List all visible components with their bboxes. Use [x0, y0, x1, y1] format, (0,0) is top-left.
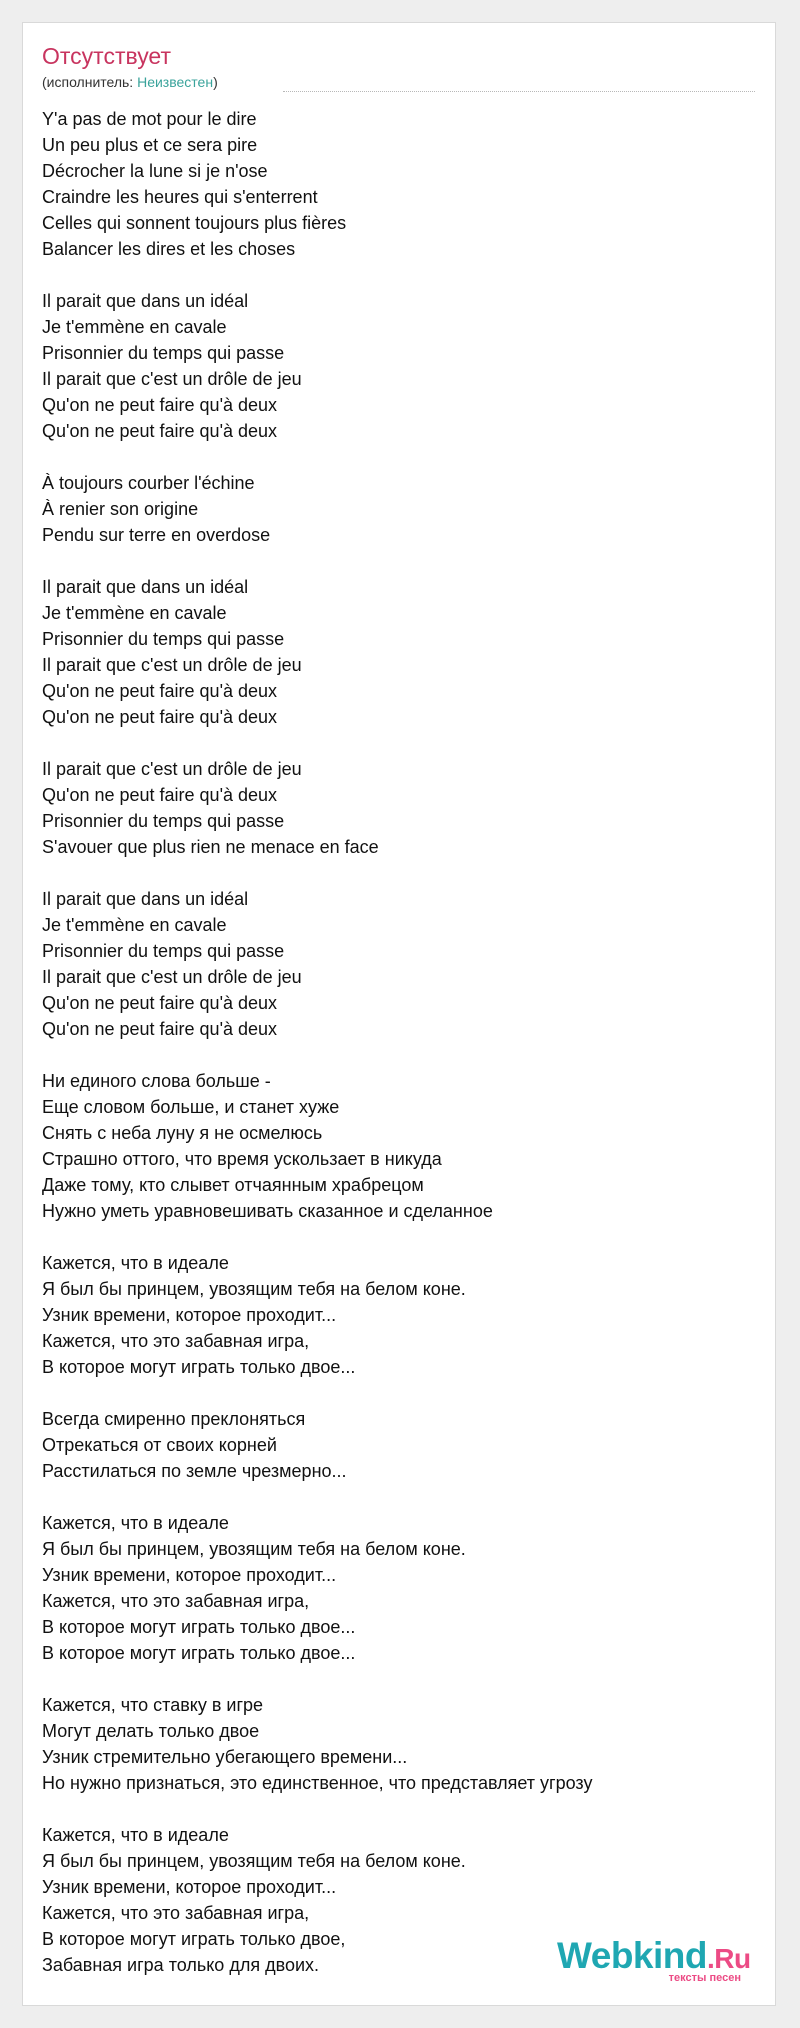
- lyrics-line: Je t'emmène en cavale: [42, 915, 227, 935]
- lyrics-stanza: [42, 1692, 762, 1796]
- lyrics-line: Расстилаться по земле чрезмерно...: [42, 1461, 347, 1481]
- lyrics-line: Prisonnier du temps qui passe: [42, 343, 285, 363]
- lyrics-stanza: [42, 886, 762, 1042]
- logo-tagline: тексты песен: [668, 1972, 741, 1984]
- lyrics-line: Узник стремительно убегающего времени...: [42, 1747, 408, 1767]
- header-divider: [283, 91, 755, 92]
- lyrics-line: Кажется, что в идеале: [42, 1253, 229, 1273]
- lyrics-stanza: [42, 1406, 762, 1484]
- lyrics-line: Il parait que c'est un drôle de jeu: [42, 369, 302, 389]
- lyrics-line: Я был бы принцем, увозящим тебя на белом коне.: [42, 1279, 466, 1299]
- lyrics-line: Страшно оттого, что время ускользает в никуда: [42, 1149, 442, 1169]
- lyrics-line: Узник времени, которое проходит...: [42, 1305, 337, 1325]
- artist-line: [42, 74, 218, 90]
- logo-wordmark: [557, 1935, 751, 1977]
- lyrics-line: Il parait que dans un idéal: [42, 291, 249, 311]
- lyrics-stanza: [42, 1250, 762, 1380]
- lyrics-line: Кажется, что в идеале: [42, 1513, 229, 1533]
- logo-suffix-text: .Ru: [707, 1943, 751, 1974]
- lyrics-card: [22, 22, 776, 2006]
- lyrics-line: Qu'on ne peut faire qu'à deux: [42, 993, 278, 1013]
- lyrics-line: Ни единого слова больше -: [42, 1071, 271, 1091]
- lyrics-stanza: [42, 756, 762, 860]
- lyrics-line: S'avouer que plus rien ne menace en face: [42, 837, 379, 857]
- lyrics-line: Кажется, что это забавная игра,: [42, 1331, 310, 1351]
- lyrics-line: Могут делать только двое: [42, 1721, 260, 1741]
- artist-prefix: (исполнитель:: [42, 74, 138, 90]
- lyrics-line: Prisonnier du temps qui passe: [42, 629, 285, 649]
- lyrics-line: Qu'on ne peut faire qu'à deux: [42, 395, 278, 415]
- lyrics-line: Узник времени, которое проходит...: [42, 1877, 337, 1897]
- lyrics-line: Celles qui sonnent toujours plus fières: [42, 213, 347, 233]
- lyrics-line: Prisonnier du temps qui passe: [42, 811, 285, 831]
- lyrics-line: À toujours courber l'échine: [42, 473, 255, 493]
- lyrics-line: Il parait que c'est un drôle de jeu: [42, 759, 302, 779]
- lyrics-line: Craindre les heures qui s'enterrent: [42, 187, 318, 207]
- lyrics-line: Qu'on ne peut faire qu'à deux: [42, 1019, 278, 1039]
- lyrics-stanza: [42, 574, 762, 730]
- lyrics-line: В которое могут играть только двое...: [42, 1617, 356, 1637]
- lyrics-line: Всегда смиренно преклоняться: [42, 1409, 306, 1429]
- lyrics-line: Décrocher la lune si je n'ose: [42, 161, 268, 181]
- lyrics-line: Il parait que dans un idéal: [42, 577, 249, 597]
- lyrics-line: Нужно уметь уравновешивать сказанное и сделанное: [42, 1201, 493, 1221]
- lyrics-line: Balancer les dires et les choses: [42, 239, 296, 259]
- lyrics-line: Y'a pas de mot pour le dire: [42, 109, 257, 129]
- lyrics-line: Qu'on ne peut faire qu'à deux: [42, 707, 278, 727]
- lyrics-line: В которое могут играть только двое...: [42, 1643, 356, 1663]
- lyrics-stanza: [42, 1510, 762, 1666]
- lyrics-line: Кажется, что это забавная игра,: [42, 1903, 310, 1923]
- lyrics-line: Qu'on ne peut faire qu'à deux: [42, 421, 278, 441]
- lyrics-line: Я был бы принцем, увозящим тебя на белом коне.: [42, 1539, 466, 1559]
- lyrics-line: Я был бы принцем, увозящим тебя на белом коне.: [42, 1851, 466, 1871]
- artist-link[interactable]: Неизвестен: [137, 74, 214, 90]
- lyrics-line: Кажется, что в идеале: [42, 1825, 229, 1845]
- lyrics-line: Забавная игра только для двоих.: [42, 1955, 320, 1975]
- artist-suffix: ): [213, 74, 218, 90]
- lyrics-line: Il parait que dans un idéal: [42, 889, 249, 909]
- lyrics-line: Кажется, что ставку в игре: [42, 1695, 264, 1715]
- lyrics-line: Отрекаться от своих корней: [42, 1435, 277, 1455]
- lyrics-stanza: [42, 1068, 762, 1224]
- lyrics-line: Даже тому, кто слывет отчаянным храбрецом: [42, 1175, 424, 1195]
- lyrics-line: Еще словом больше, и станет хуже: [42, 1097, 340, 1117]
- lyrics-line: Pendu sur terre en overdose: [42, 525, 271, 545]
- lyrics-stanza: [42, 288, 762, 444]
- lyrics-line: Prisonnier du temps qui passe: [42, 941, 285, 961]
- lyrics-stanza: [42, 106, 762, 262]
- lyrics-line: Узник времени, которое проходит...: [42, 1565, 337, 1585]
- lyrics-line: Il parait que c'est un drôle de jeu: [42, 967, 302, 987]
- lyrics-line: В которое могут играть только двое...: [42, 1357, 356, 1377]
- lyrics-line: Кажется, что это забавная игра,: [42, 1591, 310, 1611]
- song-title: Отсутствует: [42, 43, 171, 69]
- lyrics-line: Je t'emmène en cavale: [42, 317, 227, 337]
- lyrics-text: [42, 106, 762, 1978]
- lyrics-line: Снять с неба луну я не осмелюсь: [42, 1123, 323, 1143]
- lyrics-line: Je t'emmène en cavale: [42, 603, 227, 623]
- lyrics-line: В которое могут играть только двое,: [42, 1929, 346, 1949]
- logo-main-text: Webkind: [557, 1935, 707, 1976]
- lyrics-line: À renier son origine: [42, 499, 199, 519]
- lyrics-stanza: [42, 470, 762, 548]
- lyrics-line: Qu'on ne peut faire qu'à deux: [42, 785, 278, 805]
- lyrics-line: Но нужно признаться, это единственное, что представляет угрозу: [42, 1773, 593, 1793]
- lyrics-line: Qu'on ne peut faire qu'à deux: [42, 681, 278, 701]
- lyrics-line: Un peu plus et ce sera pire: [42, 135, 258, 155]
- webkind-logo[interactable]: [557, 1935, 751, 1984]
- lyrics-line: Il parait que c'est un drôle de jeu: [42, 655, 302, 675]
